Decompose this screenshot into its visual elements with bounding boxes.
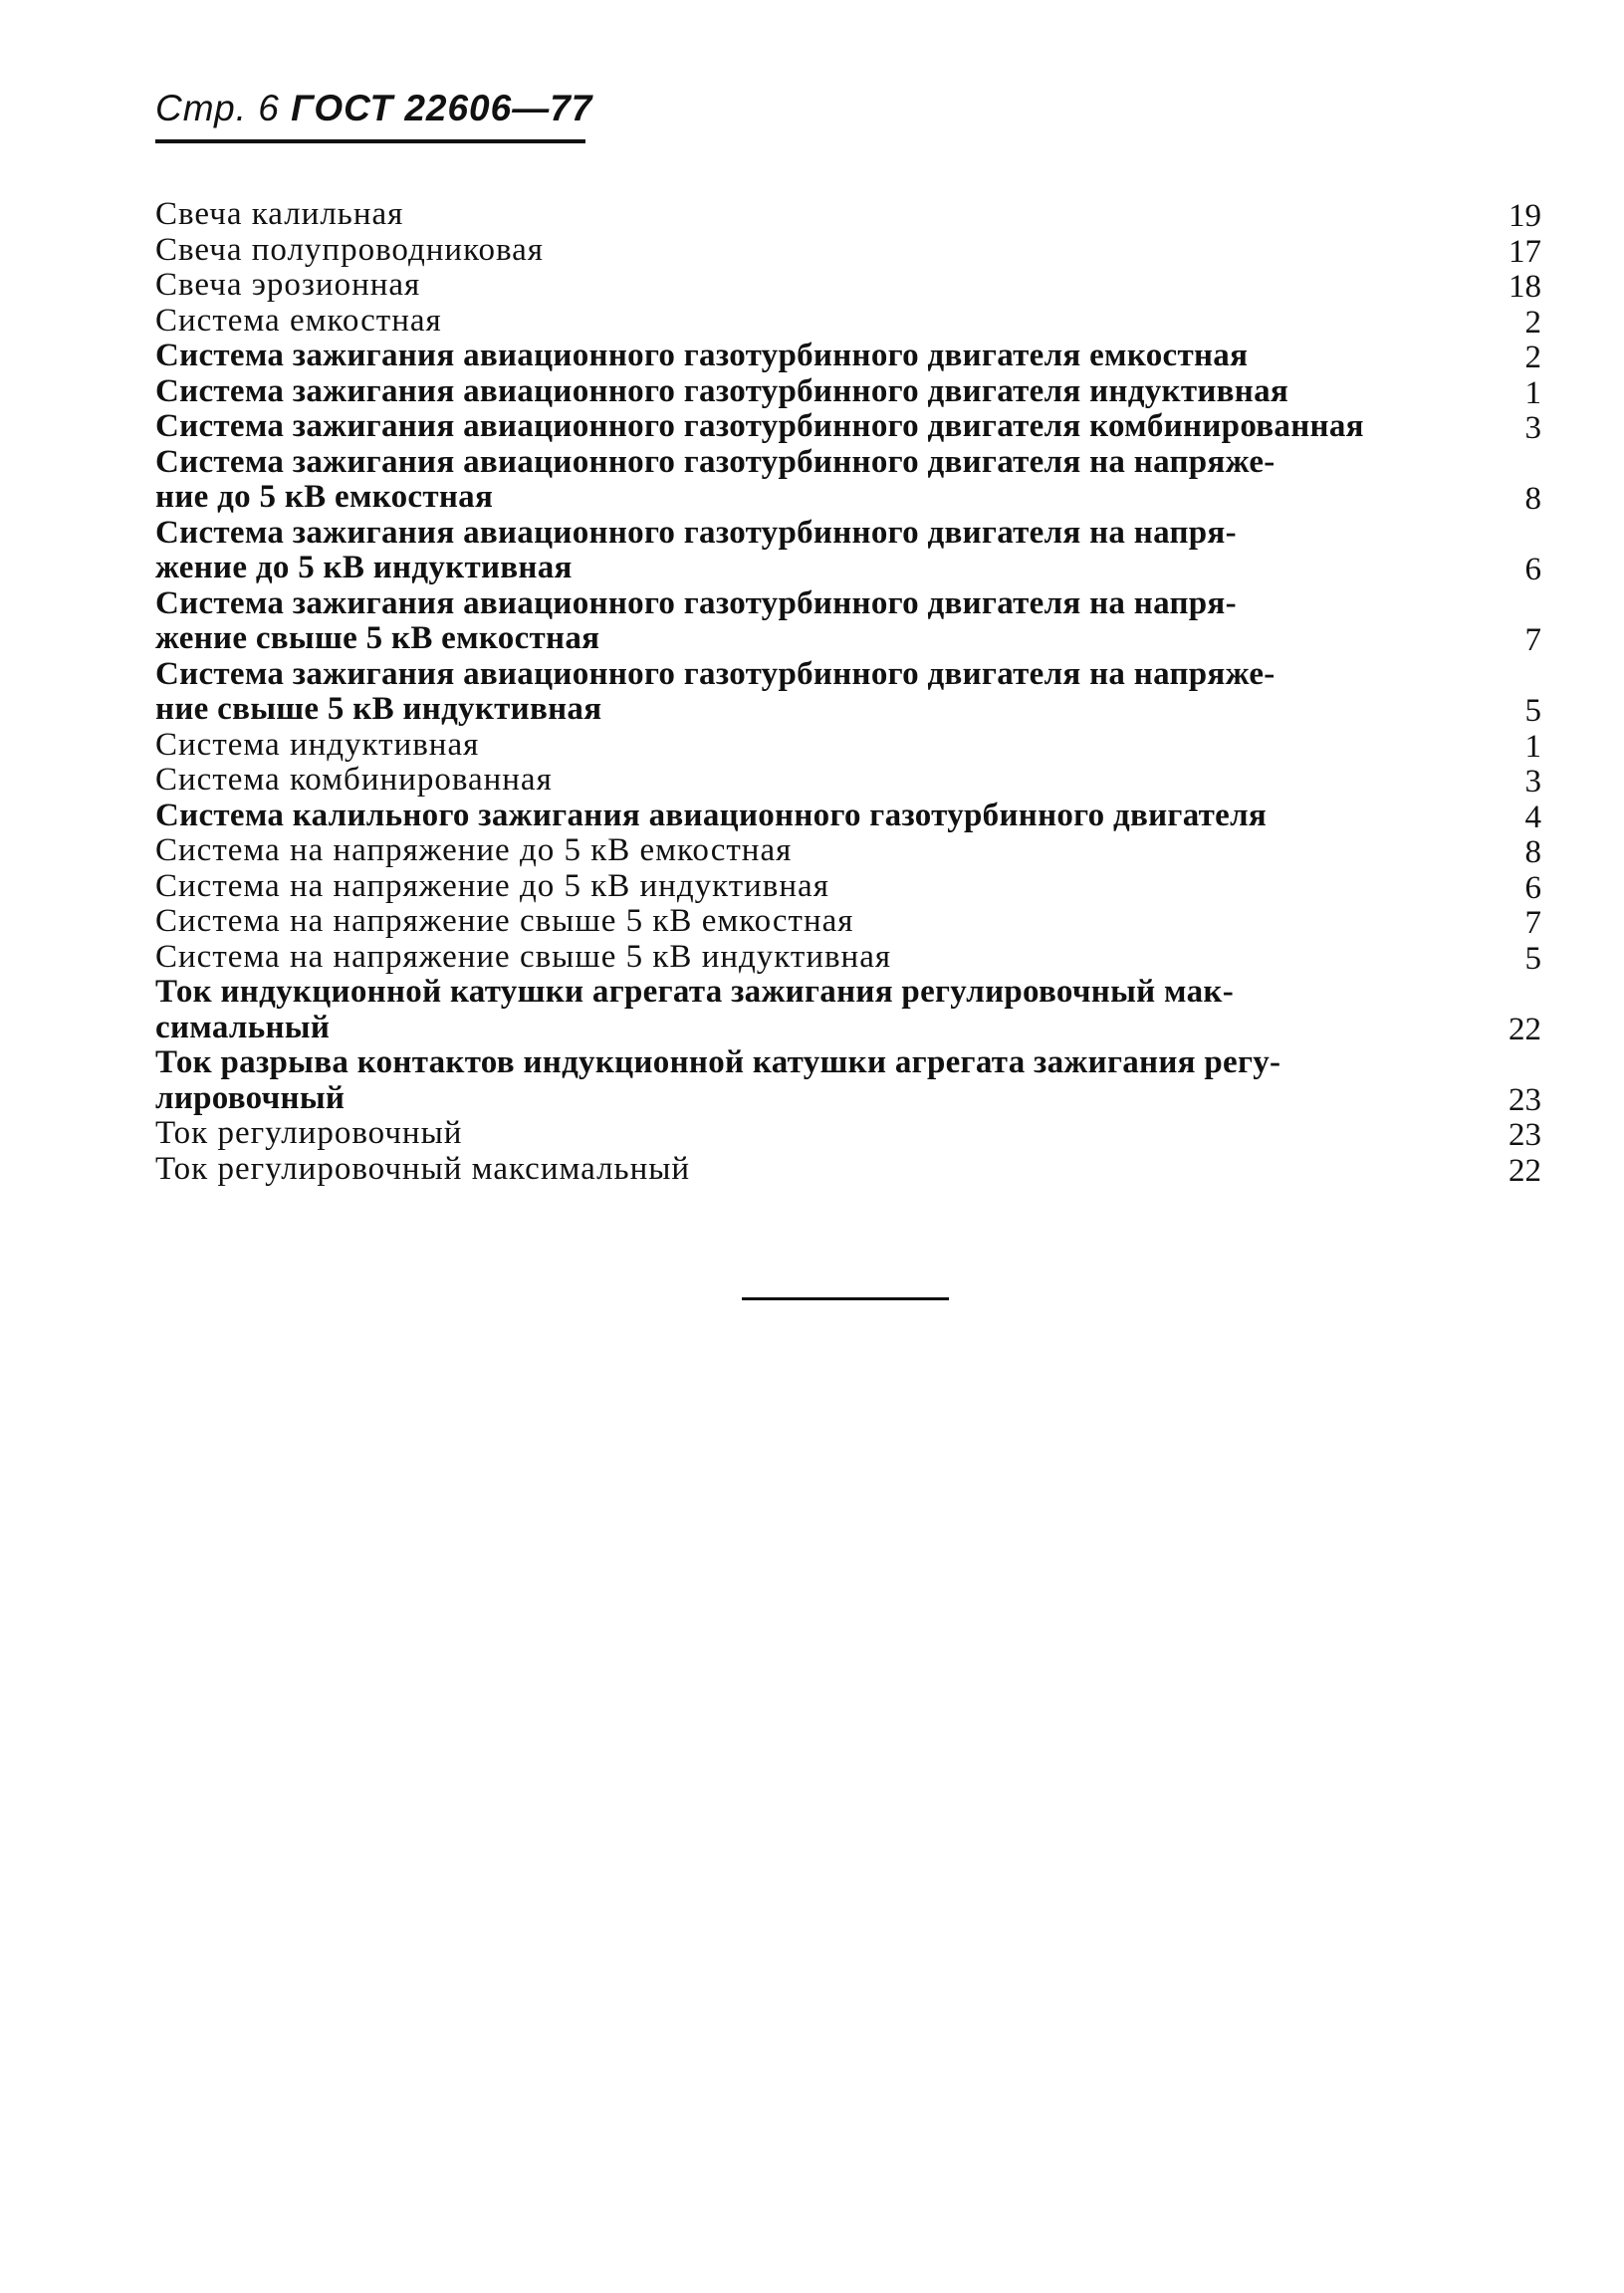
index-term	[155, 833, 1435, 869]
index-page-number: 6	[1524, 552, 1541, 587]
index-term	[155, 869, 1435, 905]
index-term	[155, 1045, 1435, 1116]
index-term	[155, 268, 1435, 304]
index-term	[155, 445, 1435, 516]
index-page-number: 1	[1524, 728, 1541, 765]
index-entry	[155, 445, 1541, 516]
index-page-number: 23	[1508, 1081, 1541, 1118]
index-entry	[155, 409, 1541, 445]
index-entry	[155, 197, 1541, 233]
index-term-line: Система на напряжение свыше 5 кВ емкостная	[155, 903, 854, 939]
index-term-line: Система емкостная	[155, 302, 442, 339]
index-entry	[155, 339, 1541, 374]
index-term	[155, 763, 1435, 799]
index-term-line: Ток регулировочный максимальный	[155, 1150, 691, 1187]
index-term	[155, 339, 1435, 374]
index-term-line: Ток разрыва контактов индукционной катушки агрегата зажигания регу-	[155, 1044, 1281, 1080]
index-entry	[155, 1045, 1541, 1116]
index-entry	[155, 374, 1541, 410]
index-page-number: 6	[1524, 869, 1541, 906]
end-of-list-rule	[742, 1297, 949, 1300]
index-page-number: 3	[1524, 764, 1541, 800]
index-page-number: 22	[1508, 1152, 1541, 1189]
index-term-line: Свеча полупроводниковая	[155, 231, 544, 268]
index-entry	[155, 833, 1541, 869]
index-term-line: Система на напряжение свыше 5 кВ индуктивная	[155, 938, 892, 975]
index-term-line: Свеча эрозионная	[155, 267, 421, 303]
index-term-line: Система зажигания авиационного газотурбинного двигателя на напряже-	[155, 655, 1276, 692]
index-term-line: Система зажигания авиационного газотурбинного двигателя комбинированная	[155, 408, 1364, 444]
index-page-number: 8	[1524, 481, 1541, 517]
index-page-number: 22	[1508, 1011, 1541, 1047]
index-entry	[155, 869, 1541, 905]
term-index-list	[155, 197, 1541, 1187]
index-term-line: Система зажигания авиационного газотурбинного двигателя индуктивная	[155, 372, 1289, 409]
index-page-number: 23	[1508, 1117, 1541, 1153]
index-page-number: 7	[1524, 622, 1541, 658]
index-term-line: Система зажигания авиационного газотурбинного двигателя на напря-	[155, 514, 1237, 551]
index-entry	[155, 516, 1541, 586]
header-rule	[155, 139, 585, 143]
index-term	[155, 304, 1435, 340]
index-page-number: 4	[1524, 799, 1541, 835]
index-term	[155, 374, 1435, 410]
standard-designation: ГОСТ 22606—77	[291, 88, 593, 128]
index-term-line: Система зажигания авиационного газотурбинного двигателя емкостная	[155, 338, 1249, 373]
index-term	[155, 940, 1435, 976]
index-page-number: 17	[1508, 233, 1541, 270]
index-term	[155, 233, 1435, 269]
index-entry	[155, 763, 1541, 799]
index-page-number: 5	[1524, 940, 1541, 977]
index-entry	[155, 233, 1541, 269]
index-page-number: 8	[1524, 834, 1541, 870]
index-entry	[155, 940, 1541, 976]
index-term-line: жение свыше 5 кВ емкостная	[155, 620, 600, 656]
index-term-line: Система на напряжение до 5 кВ емкостная	[155, 832, 793, 868]
index-page-number: 1	[1524, 374, 1541, 411]
index-term	[155, 1116, 1435, 1152]
index-page-number: 5	[1524, 693, 1541, 729]
index-entry	[155, 304, 1541, 340]
index-entry	[155, 1152, 1541, 1188]
index-term-line: симальный	[155, 1009, 331, 1045]
page-header	[155, 88, 592, 129]
index-entry	[155, 268, 1541, 304]
index-term	[155, 799, 1435, 834]
index-term-line: лировочный	[155, 1079, 346, 1116]
index-term	[155, 975, 1435, 1045]
index-page-number: 7	[1524, 905, 1541, 941]
index-term-line: Ток индукционной катушки агрегата зажигания регулировочный мак-	[155, 974, 1234, 1010]
index-term-line: жение до 5 кВ индуктивная	[155, 550, 573, 585]
index-page-number: 18	[1508, 269, 1541, 305]
index-term-line: Система индуктивная	[155, 726, 480, 763]
index-term-line: Система комбинированная	[155, 762, 553, 798]
index-term-line: Свеча калильная	[155, 196, 404, 232]
page-number-label: Стр. 6	[155, 88, 280, 128]
index-term	[155, 657, 1435, 728]
index-term	[155, 197, 1435, 233]
index-term-line: Система калильного зажигания авиационного газотурбинного двигателя	[155, 797, 1268, 833]
index-term	[155, 728, 1435, 764]
index-term	[155, 516, 1435, 586]
index-entry	[155, 657, 1541, 728]
index-entry	[155, 728, 1541, 764]
index-entry	[155, 904, 1541, 940]
index-term-line: Система зажигания авиационного газотурбинного двигателя на напря-	[155, 584, 1237, 621]
index-term-line: Ток регулировочный	[155, 1115, 463, 1151]
index-term-line: ние свыше 5 кВ индуктивная	[155, 691, 602, 727]
index-entry	[155, 586, 1541, 657]
index-term	[155, 1152, 1435, 1188]
index-term	[155, 586, 1435, 657]
index-term-line: ние до 5 кВ емкостная	[155, 479, 494, 515]
index-entry	[155, 1116, 1541, 1152]
index-page-number: 3	[1524, 410, 1541, 446]
index-term	[155, 409, 1435, 445]
index-page-number: 2	[1524, 304, 1541, 341]
index-page-number: 19	[1508, 198, 1541, 234]
index-entry	[155, 975, 1541, 1045]
index-term-line: Система зажигания авиационного газотурбинного двигателя на напряже-	[155, 443, 1276, 480]
index-term	[155, 904, 1435, 940]
index-term-line: Система на напряжение до 5 кВ индуктивная	[155, 867, 829, 904]
index-page-number: 2	[1524, 340, 1541, 375]
index-entry	[155, 799, 1541, 834]
